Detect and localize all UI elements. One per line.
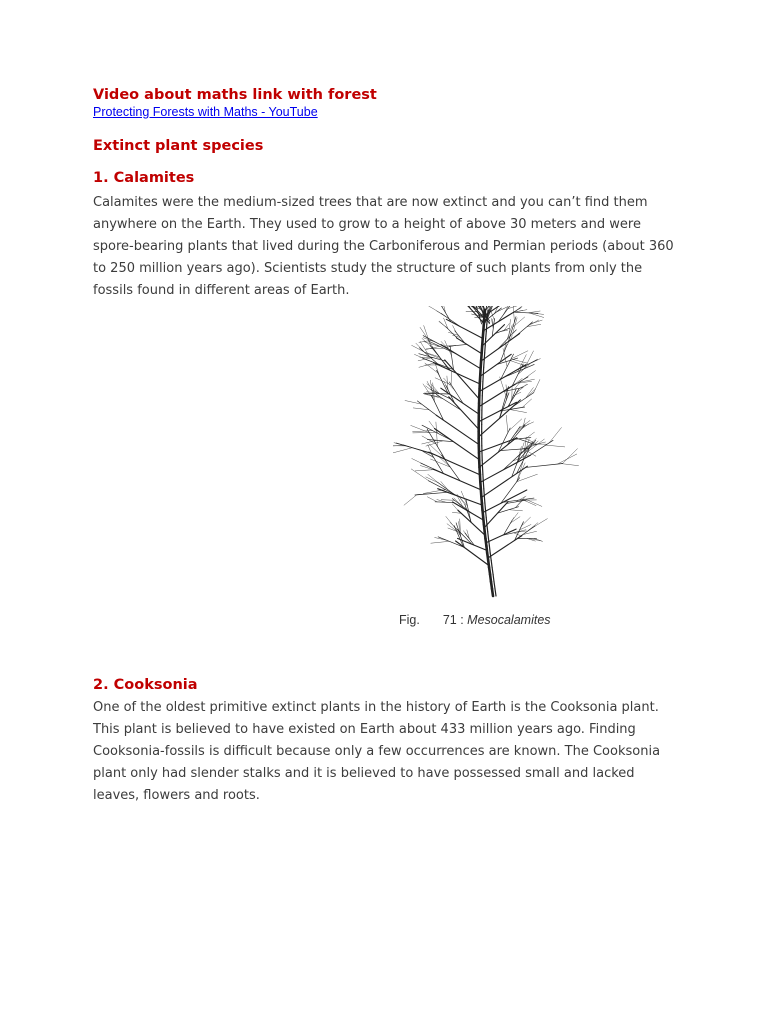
video-section-heading: Video about maths link with forest [93, 87, 377, 103]
cooksonia-heading: 2. Cooksonia [93, 677, 198, 693]
figure-caption-number: 71 : [442, 613, 464, 627]
cooksonia-paragraph: One of the oldest primitive extinct plants in the history of Earth is the Cooksonia plant. This plant is believed to have existed on Earth about 433 million years ago. Finding Cooksonia-fossils is difficult because only a few occurrences are known. The Cooksonia plant only had slender stalks and it is believed to have possessed small and lacked leaves, flowers and roots. [93, 700, 661, 803]
youtube-video-link[interactable]: Protecting Forests with Maths - YouTube [93, 105, 318, 119]
figure-caption [399, 613, 551, 627]
extinct-species-heading: Extinct plant species [93, 138, 264, 154]
calamites-heading: 1. Calamites [93, 170, 195, 186]
mesocalamites-illustration [393, 306, 633, 606]
figure-caption-name: Mesocalamites [467, 613, 551, 627]
figure-caption-prefix: Fig. [399, 613, 420, 627]
calamites-paragraph: Calamites were the medium-sized trees that are now extinct and you can’t find them anywhere on the Earth. They used to grow to a height of above 30 meters and were spore-bearing plants that lived during the Carboniferous and Permian periods (about 360 to 250 million years ago). Scientists study the structure of such plants from only the fossils found in different areas of Earth. [93, 195, 674, 298]
mesocalamites-figure [393, 306, 653, 636]
